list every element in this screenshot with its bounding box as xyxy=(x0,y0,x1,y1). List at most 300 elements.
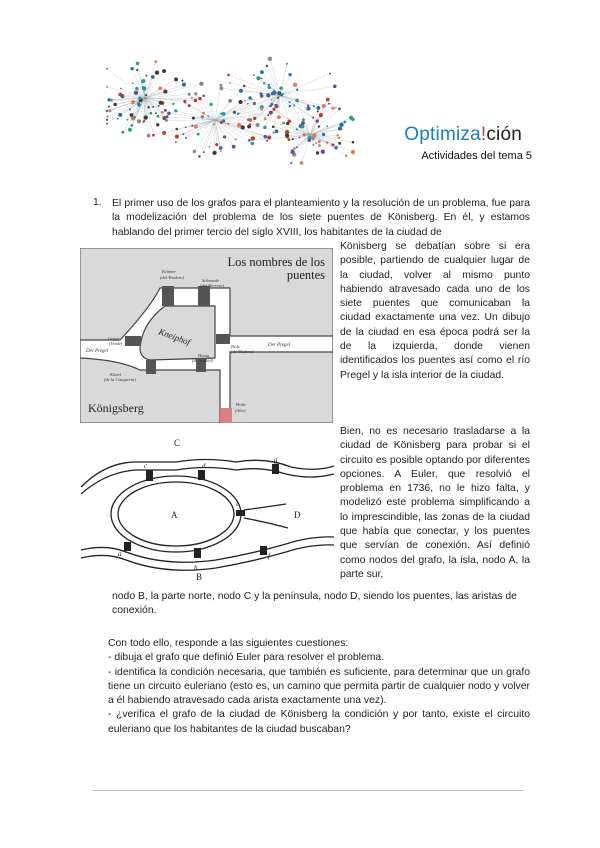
paragraph-euler: Bien, no es necesario trasladarse a la ciudad de Könisberg para probar si el circuito es posible optando por diferentes opciones. A Euler, que resolvió el problema en 1736, no le hizo falta, y modelizó este problema simplificando a lo imprescindible, las zonas de la ciudad que había que conectar, y los puentes que servían de conexión. Así definió como nodos del grafo, la isla, nodo A, la parte sur, xyxy=(340,426,530,580)
question-2: - identifica la condición necesaria, que también es suficiente, para determinar que un grafo tiene un circuito euleriano (esto es, un camino que permita partir de cualquier nodo y volver a él habiendo atravesado cada arista exactamente una vez). xyxy=(108,666,530,707)
network-node xyxy=(293,147,296,150)
network-node xyxy=(229,82,231,84)
network-node xyxy=(243,85,245,87)
network-node xyxy=(136,62,140,66)
network-node xyxy=(174,109,177,112)
network-node xyxy=(174,77,178,81)
network-node xyxy=(272,125,275,128)
network-node xyxy=(272,108,275,111)
network-node xyxy=(261,78,263,80)
network-node xyxy=(266,140,268,142)
network-node xyxy=(130,67,133,70)
network-node xyxy=(198,155,201,158)
network-node xyxy=(285,134,289,138)
network-node xyxy=(130,113,134,117)
network-node xyxy=(152,106,154,108)
network-node xyxy=(318,125,320,127)
item-number: 1. xyxy=(93,197,102,208)
network-edge xyxy=(137,70,145,98)
network-node xyxy=(212,151,216,155)
network-node xyxy=(328,103,330,105)
svg-text:b: b xyxy=(194,564,198,572)
network-node xyxy=(268,57,272,61)
network-node xyxy=(129,108,131,110)
euler-bridge-a xyxy=(124,542,131,551)
network-edge xyxy=(176,120,215,142)
network-node xyxy=(191,125,193,127)
network-node xyxy=(122,131,125,134)
konigsberg-bridges-map xyxy=(80,248,333,423)
network-node xyxy=(106,110,109,113)
network-node xyxy=(213,124,215,126)
map-river-left: Der Pregel xyxy=(86,349,109,354)
network-node xyxy=(272,90,276,94)
euler-node-c: C xyxy=(174,438,181,448)
network-node xyxy=(152,134,155,137)
network-node xyxy=(220,150,222,152)
network-node xyxy=(157,115,160,118)
network-node xyxy=(197,133,200,136)
network-node xyxy=(192,117,195,120)
network-node xyxy=(306,107,310,111)
network-node xyxy=(154,60,157,63)
network-node xyxy=(134,116,136,118)
network-node xyxy=(128,128,132,132)
questions-intro: Con todo ello, responde a las siguientes cuestiones: xyxy=(108,638,349,649)
network-node xyxy=(132,82,134,84)
network-edge xyxy=(107,69,145,98)
network-node xyxy=(144,97,146,99)
network-node xyxy=(131,100,135,104)
network-node xyxy=(322,104,326,108)
network-node xyxy=(164,109,167,112)
svg-text:(de Madera): (de Madera) xyxy=(231,349,254,354)
network-node xyxy=(251,136,255,140)
network-node xyxy=(136,69,138,71)
network-node xyxy=(149,112,152,115)
euler-node-d: D xyxy=(294,510,301,520)
network-node xyxy=(162,69,166,73)
network-node xyxy=(220,113,222,115)
network-edge xyxy=(145,98,158,125)
network-node xyxy=(315,142,317,144)
network-node xyxy=(293,104,295,106)
network-node xyxy=(278,92,280,94)
euler-bridge-c xyxy=(146,470,153,481)
network-node xyxy=(117,118,119,120)
network-node xyxy=(312,117,314,119)
network-node xyxy=(209,103,212,106)
network-node xyxy=(334,146,337,149)
network-node xyxy=(239,89,243,93)
network-edge xyxy=(249,135,310,140)
network-node xyxy=(287,119,291,123)
network-node xyxy=(337,134,339,136)
paragraph-intro: El primer uso de los grafos para el planteamiento y la resolución de un problema, fue para la modelización del problema de los siete puentes de Könisberg. En él, y estamos hablando del primer tercio del siglo XVIII, los habitantes de la ciudad de xyxy=(112,198,530,238)
network-node xyxy=(144,115,148,119)
network-node xyxy=(202,112,205,115)
network-edge xyxy=(310,109,339,135)
network-node xyxy=(201,115,204,118)
footer-divider xyxy=(93,790,523,791)
network-node xyxy=(271,99,273,101)
network-edge xyxy=(270,59,280,95)
network-node xyxy=(253,74,255,76)
network-node xyxy=(259,92,262,95)
network-node xyxy=(253,117,256,120)
network-node xyxy=(256,76,260,80)
svg-text:(del Tendero): (del Tendero) xyxy=(160,275,185,280)
svg-text:(del Herrero): (del Herrero) xyxy=(200,283,225,288)
network-node xyxy=(319,113,323,117)
network-node xyxy=(316,151,319,154)
network-node xyxy=(266,65,268,67)
network-node xyxy=(219,146,223,150)
network-node xyxy=(267,135,271,139)
question-1: - dibuja el grafo que definió Euler para resolver el problema. xyxy=(108,652,385,664)
network-node xyxy=(318,140,321,143)
network-node xyxy=(188,93,191,96)
network-edge xyxy=(280,75,290,95)
network-node xyxy=(260,70,264,74)
euler-node-a: A xyxy=(171,510,178,520)
network-node xyxy=(341,128,343,130)
svg-text:(de la Miel): (de la Miel) xyxy=(192,358,214,363)
network-node xyxy=(185,126,187,128)
network-node xyxy=(181,80,183,82)
euler-bridge-d xyxy=(198,470,205,480)
network-node xyxy=(241,125,245,129)
network-node xyxy=(232,145,236,149)
network-node xyxy=(194,99,198,103)
network-node xyxy=(288,73,291,76)
network-edge xyxy=(145,98,159,106)
network-node xyxy=(202,94,205,97)
network-edge xyxy=(280,95,308,106)
network-node xyxy=(233,111,236,114)
network-node xyxy=(249,118,253,122)
network-node xyxy=(227,123,229,125)
network-node xyxy=(313,105,315,107)
bridge-kottel xyxy=(146,360,156,374)
network-node xyxy=(161,111,164,114)
network-node xyxy=(326,98,330,102)
network-node xyxy=(175,141,177,143)
network-edge xyxy=(238,95,280,114)
network-node xyxy=(184,102,186,104)
network-node xyxy=(131,117,134,120)
network-node xyxy=(268,84,270,86)
network-node xyxy=(351,150,355,154)
network-node xyxy=(263,135,267,139)
network-node xyxy=(307,139,311,143)
network-node xyxy=(338,107,341,110)
euler-node-b: B xyxy=(196,572,203,582)
map-city-label: Königsberg xyxy=(88,401,144,415)
network-node xyxy=(120,88,122,90)
network-node xyxy=(269,111,273,115)
euler-bridge-g xyxy=(272,464,279,474)
network-edge xyxy=(145,94,189,98)
network-edge xyxy=(290,102,310,135)
network-node xyxy=(288,138,291,141)
network-node xyxy=(156,123,159,126)
network-node xyxy=(182,83,186,87)
svg-text:d: d xyxy=(202,462,206,470)
svg-text:f: f xyxy=(268,552,270,560)
network-node xyxy=(207,115,209,117)
network-node xyxy=(280,93,283,96)
network-node xyxy=(300,161,304,165)
network-node xyxy=(158,105,160,107)
network-node xyxy=(138,96,141,99)
network-node xyxy=(289,101,291,103)
network-node xyxy=(188,104,191,107)
network-node xyxy=(274,104,277,107)
network-node xyxy=(238,100,242,104)
network-node xyxy=(135,87,139,91)
network-node xyxy=(235,138,237,140)
network-node xyxy=(282,122,285,125)
network-node xyxy=(147,134,151,138)
network-node xyxy=(263,82,266,85)
network-edge xyxy=(196,120,215,127)
network-node xyxy=(344,121,347,124)
bridge-hohe xyxy=(220,408,232,423)
network-node xyxy=(315,119,318,122)
svg-text:Hohe: Hohe xyxy=(236,402,246,407)
network-node xyxy=(289,105,291,107)
map-island-label: Kneiphof xyxy=(157,326,192,348)
brand-logo: Optimiza!ción xyxy=(404,124,522,145)
network-node xyxy=(251,142,255,146)
network-node xyxy=(333,85,337,89)
network-node xyxy=(335,107,337,109)
network-node xyxy=(175,128,178,131)
network-node xyxy=(253,102,256,105)
map-river-right: Der Pregel xyxy=(268,343,291,348)
svg-text:(Alto): (Alto) xyxy=(235,408,246,413)
network-node xyxy=(293,83,297,87)
network-node xyxy=(256,123,260,127)
network-node xyxy=(175,135,179,139)
network-node xyxy=(338,142,341,145)
network-edge xyxy=(199,120,215,156)
svg-text:Krämer: Krämer xyxy=(162,269,177,274)
svg-text:Schmiede: Schmiede xyxy=(202,278,220,283)
network-node xyxy=(277,97,279,99)
network-node xyxy=(141,81,143,83)
network-node xyxy=(222,119,225,122)
network-node xyxy=(198,97,202,101)
question-3: - ¿verifica el grafo de la ciudad de Könisberg la condición y por tanto, existe el circuito euleriano que los habitantes de la ciudad buscaban? xyxy=(108,709,530,735)
network-node xyxy=(247,103,249,105)
network-node xyxy=(151,75,155,79)
network-node xyxy=(292,138,294,140)
network-edge xyxy=(215,99,252,120)
network-node xyxy=(145,75,147,77)
network-node xyxy=(290,150,294,154)
network-node xyxy=(267,114,269,116)
network-node xyxy=(107,116,109,118)
svg-text:(de la Casquería): (de la Casquería) xyxy=(104,377,136,382)
network-node xyxy=(203,151,205,153)
page-subtitle: Actividades del tema 5 xyxy=(421,150,532,162)
network-node xyxy=(267,86,270,89)
network-edge xyxy=(215,120,239,125)
network-node xyxy=(290,162,293,165)
network-node xyxy=(338,137,340,139)
network-node xyxy=(307,105,309,107)
network-edge xyxy=(133,83,145,98)
network-node xyxy=(322,133,325,136)
network-node xyxy=(329,73,331,75)
euler-diagram xyxy=(76,432,336,582)
network-node xyxy=(249,123,252,126)
network-node xyxy=(260,107,263,110)
map-title-line2: puentes xyxy=(286,268,325,282)
network-node xyxy=(248,139,251,142)
network-node xyxy=(158,86,162,90)
network-node xyxy=(147,106,150,109)
network-node xyxy=(194,92,197,95)
network-node xyxy=(301,121,305,125)
svg-text:Holz: Holz xyxy=(231,344,240,349)
network-node xyxy=(120,94,124,98)
network-node xyxy=(273,132,275,134)
network-node xyxy=(300,125,304,129)
bridge-schmiede xyxy=(198,286,210,306)
network-node xyxy=(295,99,299,103)
network-node xyxy=(106,86,108,88)
network-node xyxy=(137,119,141,123)
network-node xyxy=(263,126,267,130)
paragraph-euler-continued: nodo B, la parte norte, nodo C y la península, nodo D, siendo los puentes, las aristas de conexión. xyxy=(112,591,517,617)
network-node xyxy=(163,90,167,94)
network-node xyxy=(312,133,316,137)
network-node xyxy=(237,123,241,127)
network-edge xyxy=(215,101,230,120)
network-node xyxy=(142,86,144,88)
network-graph-illustration xyxy=(105,50,355,165)
network-edge xyxy=(280,64,287,95)
network-node xyxy=(244,100,246,102)
network-node xyxy=(209,146,211,148)
network-node xyxy=(106,119,108,121)
network-node xyxy=(106,68,108,70)
euler-bridge-e xyxy=(236,510,245,516)
network-node xyxy=(296,89,298,91)
network-node xyxy=(269,105,272,108)
network-node xyxy=(264,117,267,120)
network-node xyxy=(159,101,163,105)
svg-text:c: c xyxy=(144,462,148,470)
network-node xyxy=(331,107,334,110)
euler-bridge-f xyxy=(260,546,267,555)
network-node xyxy=(228,99,232,103)
network-edge xyxy=(215,85,221,120)
network-node xyxy=(277,115,281,119)
bridge-kramer xyxy=(162,286,174,306)
network-node xyxy=(219,84,222,87)
network-node xyxy=(296,146,298,148)
network-node xyxy=(286,63,288,65)
network-node xyxy=(194,125,198,129)
network-node xyxy=(130,124,133,127)
svg-text:(Verde): (Verde) xyxy=(109,341,123,346)
network-node xyxy=(312,144,314,146)
network-node xyxy=(106,123,108,125)
network-node xyxy=(143,120,145,122)
network-edge xyxy=(280,86,335,95)
network-node xyxy=(237,112,240,115)
network-node xyxy=(302,118,305,121)
network-node xyxy=(327,126,329,128)
map-title-line1: Los nombres de los xyxy=(227,255,325,269)
network-node xyxy=(191,97,193,99)
svg-text:Grüne: Grüne xyxy=(108,336,120,341)
network-node xyxy=(303,133,305,135)
network-node xyxy=(134,91,138,95)
network-node xyxy=(308,133,310,135)
network-node xyxy=(155,112,157,114)
network-node xyxy=(326,141,329,144)
paragraph-intro-continued: Könisberg se debatían sobre si era posible, partiendo de cualquier lugar de la ciudad, volver al mismo punto habiendo atravesado cada uno de los siete puentes que comunicaban la ciudad exactamente una vez. Un dibujo de la ciudad en esa época podrá ser la de la izquierda, donde vienen identificados los puentes así como el río Pregel y la isla interior de la ciudad. xyxy=(340,241,530,381)
network-edge xyxy=(280,95,289,121)
network-node xyxy=(167,112,171,116)
euler-bridge-b xyxy=(194,548,201,558)
network-node xyxy=(299,137,301,139)
network-node xyxy=(113,103,116,106)
network-node xyxy=(108,109,111,112)
svg-text:Köttel: Köttel xyxy=(110,372,121,377)
network-node xyxy=(316,106,320,110)
network-node xyxy=(193,150,197,154)
network-node xyxy=(185,137,187,139)
network-node xyxy=(162,131,166,135)
svg-text:g: g xyxy=(274,456,278,464)
network-node xyxy=(165,115,168,118)
bridge-grune xyxy=(125,336,141,346)
network-node xyxy=(349,116,353,120)
network-node xyxy=(227,74,230,77)
network-node xyxy=(137,103,140,106)
network-node xyxy=(248,96,251,99)
network-node xyxy=(345,154,348,157)
network-node xyxy=(266,93,270,97)
network-edge xyxy=(215,120,217,145)
network-node xyxy=(126,119,128,121)
network-node xyxy=(111,98,113,100)
svg-text:a: a xyxy=(118,550,122,558)
network-node xyxy=(145,94,147,96)
network-node xyxy=(199,82,203,86)
network-node xyxy=(352,141,355,144)
network-node xyxy=(331,143,334,146)
network-edge xyxy=(280,95,308,109)
network-node xyxy=(223,135,226,138)
bridge-holz xyxy=(216,334,230,344)
network-node xyxy=(296,128,298,130)
network-edge xyxy=(107,87,145,98)
network-node xyxy=(219,87,223,91)
network-node xyxy=(182,133,184,135)
questions-block xyxy=(108,637,530,737)
network-node xyxy=(275,129,279,133)
network-edge xyxy=(280,74,330,95)
network-edge xyxy=(211,104,215,120)
network-node xyxy=(321,150,325,154)
